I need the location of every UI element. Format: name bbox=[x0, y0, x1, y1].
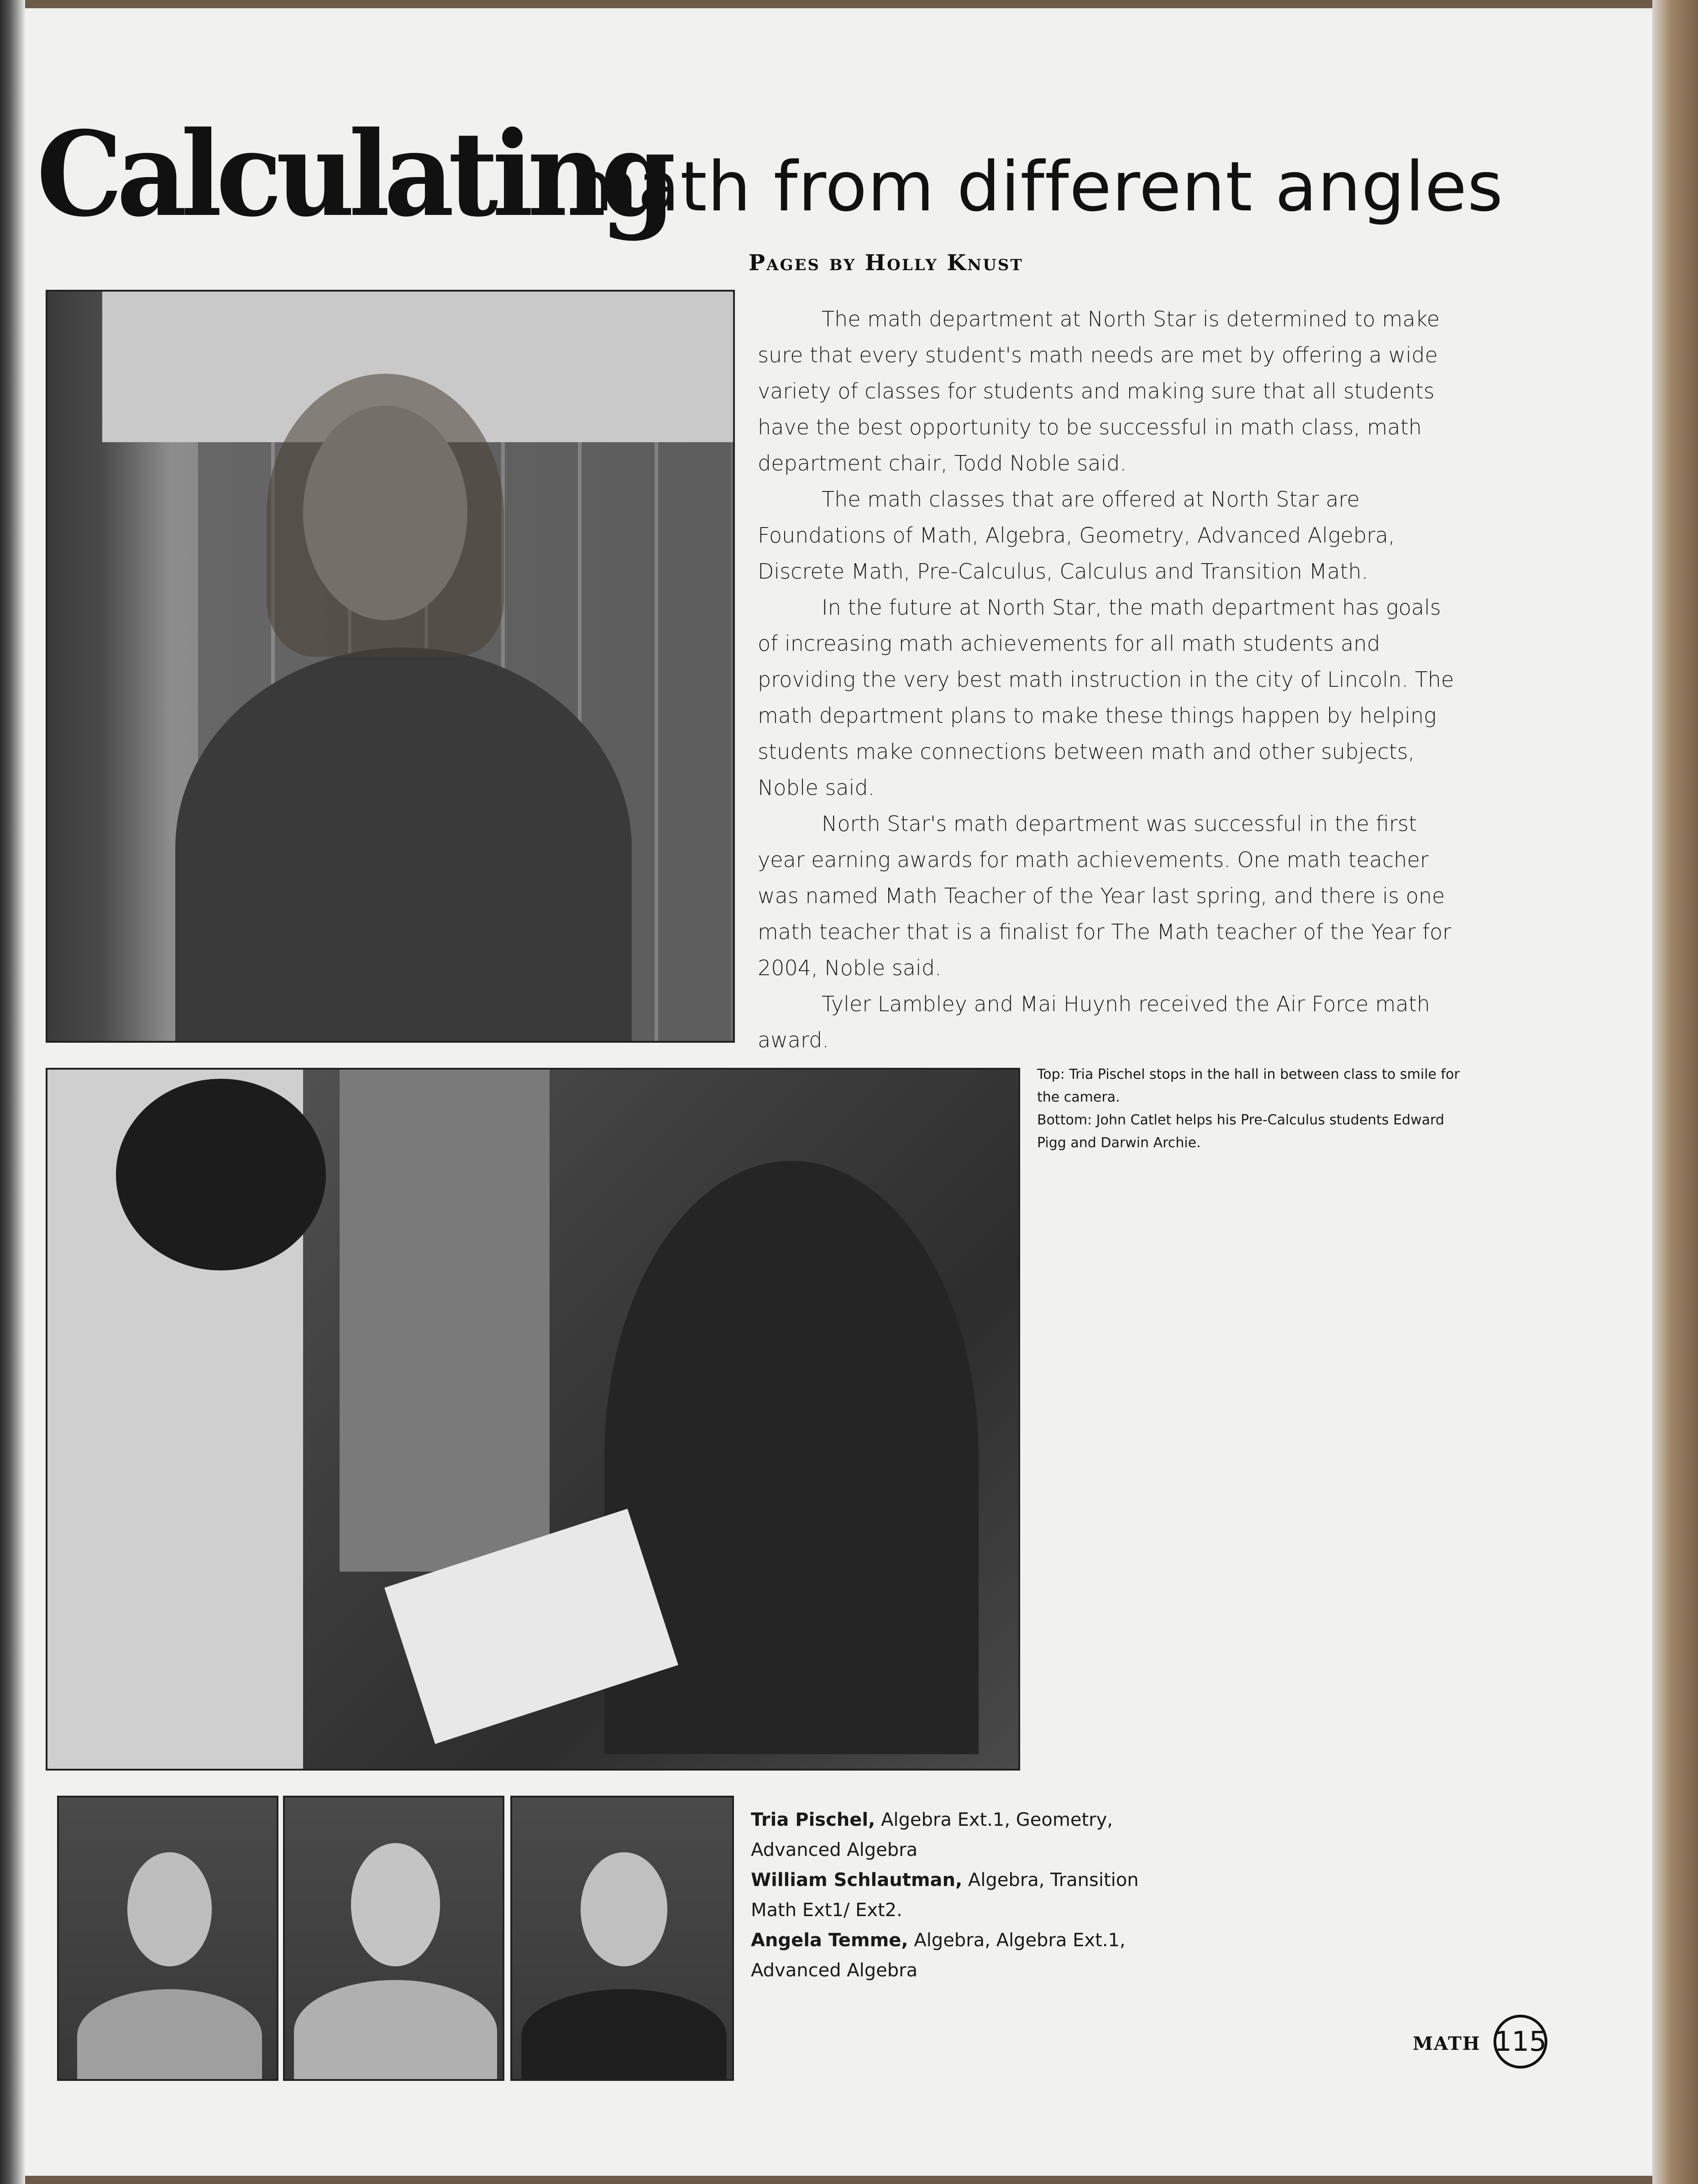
title-main: Calculating bbox=[37, 106, 670, 243]
caption-bottom: Bottom: John Catlet helps his Pre-Calculus students Edward Pigg and Darwin Archie. bbox=[1037, 1112, 1444, 1151]
section-label: MATH bbox=[1413, 2033, 1481, 2054]
portrait-tria-pischel bbox=[57, 1796, 278, 2081]
staff-name: William Schlautman, bbox=[751, 1870, 963, 1891]
staff-name: Angela Temme, bbox=[751, 1930, 908, 1951]
article-paragraph: North Star's math department was successful in the first year earning awards for math achievements. One math teacher was named Math Teacher of the Year last spring, and there is one math teacher that is a finalist for The Math teacher of the Year for 2004, Noble said. bbox=[758, 811, 1452, 980]
staff-entry bbox=[751, 1925, 1162, 1985]
byline: Pages by Holly Knust bbox=[749, 250, 1023, 276]
staff-entry bbox=[751, 1865, 1162, 1925]
article-paragraph: The math department at North Star is determined to make sure that every student's math needs are met by offering a wide variety of classes for students and making sure that all students have the best opportunity to be successful in math class, math department chair, Todd Noble said. bbox=[758, 307, 1440, 475]
caption-top: Top: Tria Pischel stops in the hall in between class to smile for the camera. bbox=[1037, 1066, 1460, 1105]
page-edge bbox=[1652, 0, 1698, 2184]
staff-subjects: Algebra, Transition Math Ext1/ Ext2. bbox=[751, 1870, 1139, 1921]
page-number: 115 bbox=[1494, 2015, 1547, 2069]
staff-subjects: Algebra Ext.1, Geometry, Advanced Algebra bbox=[751, 1809, 1113, 1860]
staff-subjects: Algebra, Algebra Ext.1, Advanced Algebra bbox=[751, 1930, 1126, 1981]
portrait-angela-temme bbox=[510, 1796, 734, 2081]
staff-name: Tria Pischel, bbox=[751, 1809, 875, 1830]
photo-student-hallway bbox=[46, 290, 735, 1043]
article-paragraph: The math classes that are offered at North Star are Foundations of Math, Algebra, Geometry, Advanced Algebra, Discrete Math, Pre-Calculus, Calculus and Transition Math. bbox=[758, 487, 1395, 584]
portrait-william-schlautman bbox=[283, 1796, 504, 2081]
article-paragraph: Tyler Lambley and Mai Huynh received the Air Force math award. bbox=[758, 992, 1430, 1052]
title-subtitle: math from different angles bbox=[571, 147, 1504, 227]
staff-entry bbox=[751, 1805, 1162, 1865]
article-body bbox=[758, 301, 1461, 1058]
book-binding bbox=[0, 0, 25, 2184]
staff-list bbox=[751, 1805, 1162, 1985]
photo-classroom-help bbox=[46, 1068, 1020, 1771]
photo-caption bbox=[1037, 1063, 1475, 1155]
article-paragraph: In the future at North Star, the math department has goals of increasing math achievements for all math students and providing the very best math instruction in the city of Lincoln. The math department plans to make these things happen by helping students make connections between math and other subjects, Noble said. bbox=[758, 595, 1454, 800]
